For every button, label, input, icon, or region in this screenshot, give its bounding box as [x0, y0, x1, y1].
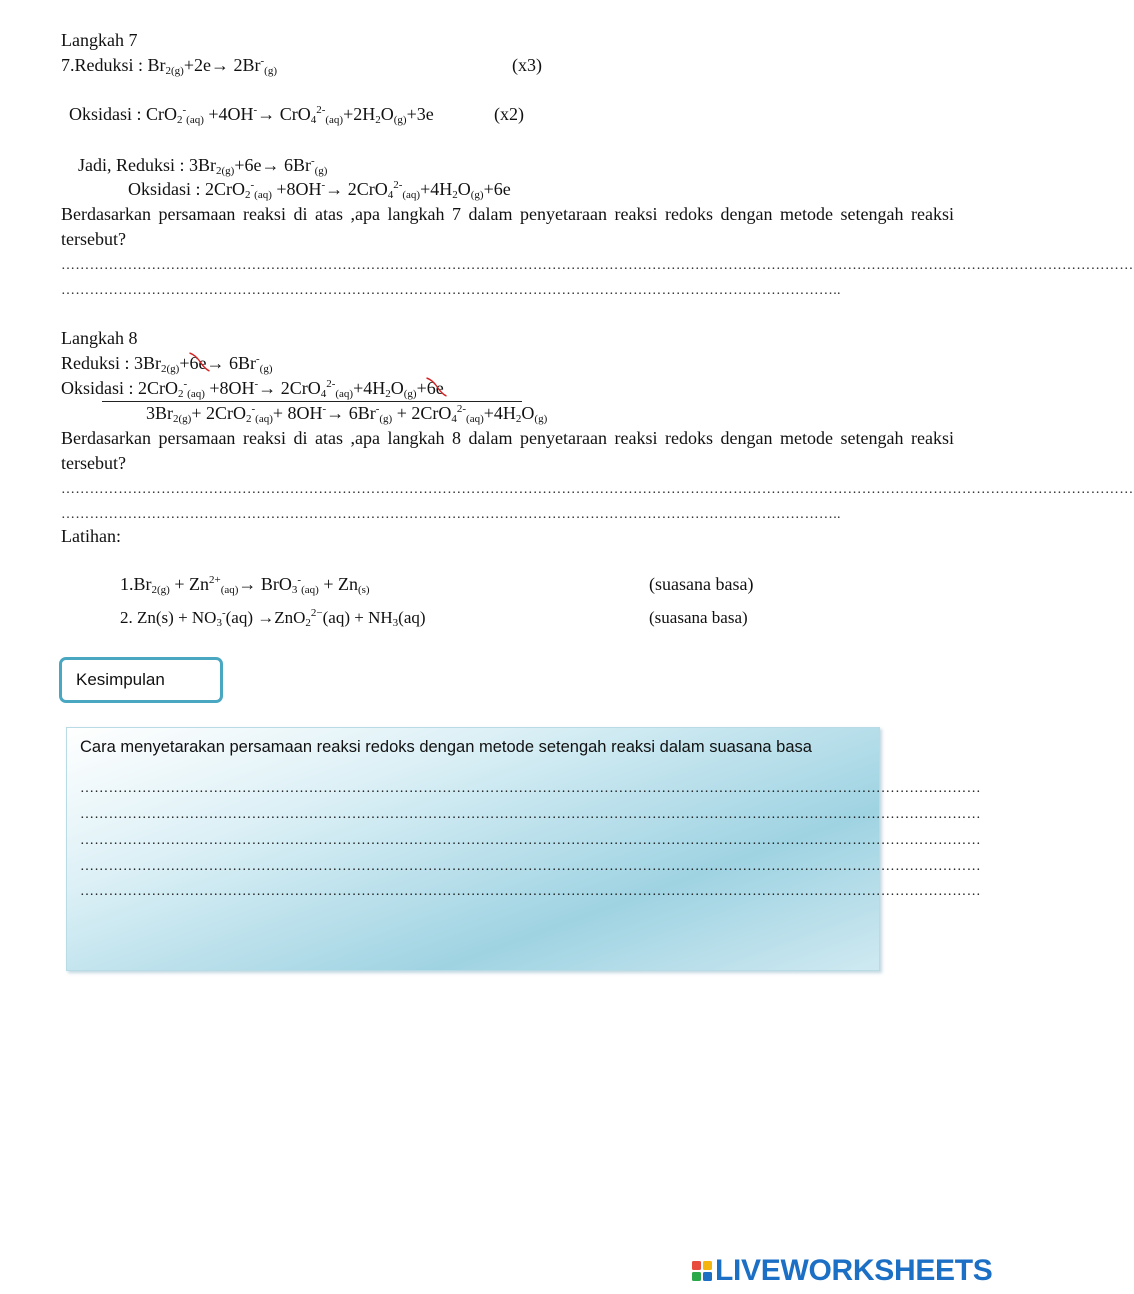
- exercise-item-1-condition: (suasana basa): [649, 574, 754, 594]
- exercise-item-1: $1.Br_{2(g)} + Zn^{2+}_{(aq)}\to BrO_3^-_{(aq)} + Zn_{(s)}$: [120, 574, 370, 596]
- step7-answer-line[interactable]: ………………………………………………………………………………………………………………………………………………………………………………………………………: [61, 258, 1134, 273]
- step8-heading: Langkah 8: [61, 328, 138, 348]
- step7-combined-reduction: Jadi, Reduksi : $3Br_{2(g)}+6e\to 6Br^-_{(g)}$: [78, 155, 328, 177]
- step8-net-equation: $3Br_{2(g)}+ 2CrO_2^-_{(aq)}+ 8OH^-\to 6Br^-_{(g)} + 2CrO_4^{2-}_{(aq)}+4H_2O_{(g)}$: [146, 403, 548, 425]
- logo-tile: [692, 1261, 701, 1270]
- conclusion-answer-line[interactable]: ………………………………………………………………………………………………………………………………………………………………………: [80, 807, 981, 822]
- conclusion-answer-line[interactable]: ………………………………………………………………………………………………………………………………………………………………………: [80, 833, 981, 848]
- exercise-item-2: 2. $Zn(s) + NO_3^-(aq) \to ZnO_2^{2-}(aq) + NH_3(aq)$: [120, 607, 426, 629]
- conclusion-box: [66, 727, 981, 971]
- step8-oxidation-equation: Oksidasi : $2CrO_2^-_{(aq)} +8OH^-\to 2CrO_4^{2-}_{(aq)}+4H_2O_{(g)}+6e$: [61, 376, 444, 400]
- cancelled-electrons: 6e: [190, 351, 207, 375]
- exercise-item-2-condition: (suasana basa): [649, 608, 748, 627]
- conclusion-label: Kesimpulan: [76, 670, 165, 689]
- logo-tile: [703, 1272, 712, 1281]
- step7-oxidation-multiplier: (x2): [494, 104, 524, 124]
- cancelled-electrons: 6e: [427, 376, 444, 400]
- step7-combined-oxidation: Oksidasi : $2CrO_2^-_{(aq)} +8OH^-\to 2CrO_4^{2-}_{(aq)}+4H_2O_{(g)}+6e$: [128, 179, 511, 201]
- step8-question: Berdasarkan persamaan reaksi di atas ,apa langkah 8 dalam penyetaraan reaksi redoks dengan metode setengah reaksi tersebut?: [61, 428, 954, 473]
- step8-answer-line[interactable]: ………………………………………………………………………………………………………………………………………………..: [61, 507, 841, 522]
- conclusion-answer-line[interactable]: ………………………………………………………………………………………………………………………………………………………………………: [80, 859, 981, 874]
- conclusion-answer-line[interactable]: ………………………………………………………………………………………………………………………………………………………………………: [80, 781, 981, 796]
- step7-question: Berdasarkan persamaan reaksi di atas ,apa langkah 7 dalam penyetaraan reaksi redoks dengan metode setengah reaksi tersebut?: [61, 204, 954, 249]
- step7-reduction-multiplier: (x3): [512, 55, 542, 75]
- logo-tiles-icon: [692, 1261, 712, 1281]
- step7-oxidation-equation: Oksidasi : $CrO_2^-_{(aq)} +4OH^-\to CrO_4^{2-}_{(aq)}+2H_2O_{(g)}+3e$: [69, 104, 434, 126]
- step7-answer-line[interactable]: ………………………………………………………………………………………………………………………………………………..: [61, 283, 841, 298]
- liveworksheets-logo: [692, 1254, 993, 1288]
- step8-reduction-equation: Reduksi : $3Br_{2(g)}+6e$ → $6Br^-_{(g)}$: [61, 351, 273, 375]
- logo-tile: [703, 1261, 712, 1270]
- conclusion-label-box: [59, 657, 223, 703]
- step7-heading: Langkah 7: [61, 30, 138, 50]
- conclusion-prompt: Cara menyetarakan persamaan reaksi redoks dengan metode setengah reaksi dalam suasana basa: [80, 738, 812, 756]
- logo-wordmark: LIVEWORKSHEETS: [715, 1254, 993, 1287]
- exercise-heading: Latihan:: [61, 526, 121, 546]
- conclusion-answer-line[interactable]: ………………………………………………………………………………………………………………………………………………………………………: [80, 884, 981, 899]
- step7-reduction-equation: 7.Reduksi : $Br_{2(g)}+2e\to 2Br^-_{(g)}$: [61, 55, 277, 77]
- logo-tile: [692, 1272, 701, 1281]
- step8-answer-line[interactable]: ………………………………………………………………………………………………………………………………………………………………………………………………………: [61, 482, 1134, 497]
